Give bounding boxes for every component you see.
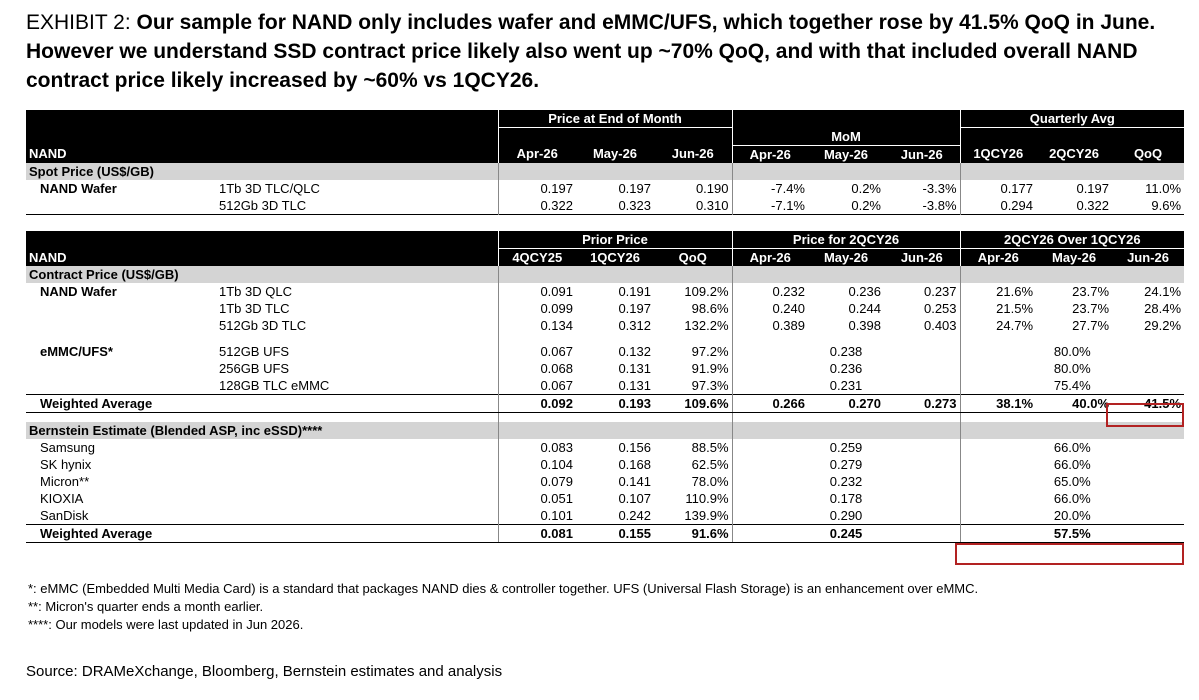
- cell: 21.5%: [960, 300, 1036, 317]
- cell: 0.237: [923, 284, 957, 299]
- row-label: eMMC/UFS*: [40, 344, 113, 359]
- cell: 0.104: [498, 456, 576, 473]
- cell: 65.0%: [960, 473, 1184, 490]
- cell: 91.9%: [691, 361, 729, 376]
- cell: 0.099: [498, 300, 576, 317]
- highlight-box-jun-weighted: [1106, 403, 1184, 427]
- highlight-box-bernstein-weighted: [955, 543, 1184, 565]
- cell: 27.7%: [1072, 318, 1110, 333]
- table-row: [26, 473, 1184, 490]
- cell: 0.2%: [851, 197, 881, 213]
- cell: 24.7%: [960, 317, 1036, 334]
- col-header: May-26: [1036, 249, 1112, 267]
- cell: 0.236: [732, 360, 960, 377]
- cell: 0.107: [618, 491, 651, 506]
- cell: 0.310: [695, 197, 729, 213]
- cell: 66.0%: [960, 490, 1184, 507]
- row-label: SK hynix: [40, 457, 92, 472]
- cell: 0.197: [618, 180, 651, 196]
- cell: 0.190: [695, 180, 729, 196]
- cell: 0.322: [1076, 197, 1110, 213]
- row-spec: 512Gb 3D TLC: [219, 318, 307, 333]
- col-header: May-26: [576, 145, 654, 163]
- cell: 38.1%: [960, 395, 1036, 413]
- col-header: Jun-26: [1112, 249, 1184, 267]
- table-row: [26, 283, 1184, 300]
- cell: 0.178: [732, 490, 960, 507]
- group-price-2qcy26: Price for 2QCY26: [732, 231, 960, 249]
- cell: 0.238: [732, 343, 960, 360]
- cell: 62.5%: [691, 457, 729, 472]
- cell: 109.6%: [654, 395, 732, 413]
- source-line: Source: DRAMeXchange, Bloomberg, Bernstein estimates and analysis: [26, 663, 503, 680]
- spot-price-table: [26, 110, 1184, 215]
- cell: -3.8%: [922, 197, 957, 213]
- cell: 0.079: [498, 473, 576, 490]
- cell: 0.197: [498, 180, 576, 197]
- cell: 0.197: [618, 301, 651, 316]
- cell: 0.245: [732, 525, 960, 543]
- cell: 97.2%: [691, 344, 729, 359]
- cell: 0.403: [923, 318, 957, 333]
- cell: 11.0%: [1145, 180, 1182, 196]
- weighted-average-row: [26, 395, 1184, 413]
- table-row: [26, 490, 1184, 507]
- cell: 0.322: [498, 197, 576, 215]
- cell: 9.6%: [1151, 197, 1182, 213]
- table-row: [26, 377, 1184, 395]
- cell: 0.132: [618, 344, 651, 359]
- col-header: Apr-26: [732, 249, 808, 267]
- col-header: Jun-26: [884, 249, 960, 267]
- col-header: QoQ: [654, 249, 732, 267]
- row-spec: 1Tb 3D TLC: [219, 301, 290, 316]
- table-row: [26, 180, 1184, 197]
- footnote: ****: Our models were last updated in Jun 2026.: [28, 617, 304, 632]
- cell: 0.197: [1076, 180, 1110, 196]
- exhibit-label: EXHIBIT 2:: [26, 11, 131, 34]
- cell: 40.0%: [1036, 395, 1112, 413]
- cell: 0.155: [576, 525, 654, 543]
- col-header: Jun-26: [884, 145, 960, 163]
- cell: 24.1%: [1144, 284, 1182, 299]
- group-mom: MoM: [732, 128, 960, 146]
- cell: 0.244: [848, 301, 882, 316]
- cell: 0.240: [732, 300, 808, 317]
- row-label: SanDisk: [40, 508, 89, 523]
- cell: 0.081: [498, 525, 576, 543]
- cell: 21.6%: [960, 283, 1036, 300]
- group-prior-price: Prior Price: [498, 231, 732, 249]
- cell: 88.5%: [691, 440, 729, 455]
- section-contract-price: Contract Price (US$/GB): [26, 266, 498, 283]
- col-header: May-26: [808, 249, 884, 267]
- exhibit-title: [26, 8, 1186, 95]
- table-row: [26, 343, 1184, 360]
- row-spec: 1Tb 3D QLC: [219, 284, 292, 299]
- cell: 0.270: [808, 395, 884, 413]
- cell: 0.273: [884, 395, 960, 413]
- cell: 66.0%: [960, 456, 1184, 473]
- row-label: Micron**: [40, 474, 90, 489]
- row-label: Samsung: [40, 440, 95, 455]
- section-bernstein-estimate: Bernstein Estimate (Blended ASP, inc eSSD)****: [26, 422, 498, 439]
- cell: 0.2%: [851, 180, 881, 196]
- cell: 0.131: [618, 378, 651, 393]
- row-spec: 128GB TLC eMMC: [219, 378, 330, 393]
- cell: 109.2%: [684, 284, 729, 299]
- col-header: May-26: [808, 145, 884, 163]
- highlighted-cell: 41.5%: [1112, 395, 1184, 413]
- col-header: 2QCY26: [1036, 145, 1112, 163]
- col-header: Jun-26: [654, 145, 732, 163]
- cell: 0.067: [498, 343, 576, 360]
- cell: 0.156: [618, 440, 651, 455]
- cell: 0.067: [498, 377, 576, 395]
- row-label: Weighted Average: [26, 395, 216, 413]
- group-price-end-of-month: Price at End of Month: [498, 110, 732, 128]
- header-nand: NAND: [26, 249, 216, 267]
- cell: -7.4%: [732, 180, 808, 197]
- table-row: [26, 300, 1184, 317]
- cell: 0.231: [732, 377, 960, 395]
- table-row: [26, 197, 1184, 215]
- cell: 0.279: [732, 456, 960, 473]
- cell: 0.134: [498, 317, 576, 334]
- row-label: Weighted Average: [26, 525, 216, 543]
- cell: 0.191: [618, 284, 651, 299]
- cell: 75.4%: [960, 377, 1184, 395]
- exhibit-headline: Our sample for NAND only includes wafer and eMMC/UFS, which together rose by 41.5% QoQ in June. However we understand SSD contract price likely also went up ~70% QoQ, and with that included overall NAND contract price likely increased by ~60% vs 1QCY26.: [26, 11, 1156, 92]
- row-label: NAND Wafer: [40, 284, 117, 299]
- cell: 28.4%: [1144, 301, 1182, 316]
- col-header: Apr-26: [960, 249, 1036, 267]
- col-header: QoQ: [1112, 145, 1184, 163]
- row-spec: 512GB UFS: [219, 344, 290, 359]
- row-spec: 512Gb 3D TLC: [219, 197, 307, 213]
- cell: 66.0%: [960, 439, 1184, 456]
- group-2qcy26-over-1qcy26: 2QCY26 Over 1QCY26: [960, 231, 1184, 249]
- cell: 98.6%: [691, 301, 729, 316]
- cell: 0.091: [498, 283, 576, 300]
- highlighted-cell: 57.5%: [960, 525, 1184, 543]
- col-header: 1QCY26: [576, 249, 654, 267]
- cell: 0.312: [618, 318, 651, 333]
- cell: 78.0%: [691, 474, 729, 489]
- cell: 29.2%: [1144, 318, 1182, 333]
- cell: 0.323: [618, 197, 651, 213]
- cell: 91.6%: [654, 525, 732, 543]
- cell: 0.290: [732, 507, 960, 525]
- cell: 0.051: [498, 490, 576, 507]
- cell: 110.9%: [685, 491, 729, 506]
- row-label: NAND Wafer: [40, 180, 117, 196]
- cell: -7.1%: [732, 197, 808, 215]
- cell: 0.232: [732, 283, 808, 300]
- cell: -3.3%: [922, 180, 957, 196]
- cell: 0.389: [732, 317, 808, 334]
- col-header: Apr-26: [732, 145, 808, 163]
- cell: 0.083: [498, 439, 576, 456]
- cell: 0.259: [732, 439, 960, 456]
- footnote: *: eMMC (Embedded Multi Media Card) is a standard that packages NAND dies & controller together. UFS (Universal Flash Storage) is an enhancement over eMMC.: [28, 581, 979, 596]
- footnotes: [28, 580, 978, 634]
- cell: 0.141: [618, 474, 651, 489]
- cell: 20.0%: [960, 507, 1184, 525]
- cell: 0.193: [576, 395, 654, 413]
- cell: 23.7%: [1072, 284, 1110, 299]
- cell: 0.232: [732, 473, 960, 490]
- cell: 0.068: [498, 360, 576, 377]
- weighted-average-row: [26, 525, 1184, 543]
- cell: 80.0%: [960, 343, 1184, 360]
- row-spec: 256GB UFS: [219, 361, 290, 376]
- footnote: **: Micron's quarter ends a month earlier.: [28, 599, 264, 614]
- table-row: [26, 456, 1184, 473]
- cell: 97.3%: [691, 378, 729, 393]
- col-header: Apr-26: [498, 145, 576, 163]
- cell: 0.168: [618, 457, 651, 472]
- row-label: KIOXIA: [40, 491, 84, 506]
- table-row: [26, 507, 1184, 525]
- row-spec: 1Tb 3D TLC/QLC: [219, 180, 320, 196]
- cell: 132.2%: [684, 318, 729, 333]
- cell: 0.398: [848, 318, 882, 333]
- table-row: [26, 317, 1184, 334]
- cell: 23.7%: [1072, 301, 1110, 316]
- cell: 0.131: [618, 361, 651, 376]
- group-quarterly-avg: Quarterly Avg: [960, 110, 1184, 128]
- contract-price-table: [26, 231, 1184, 543]
- section-spot-price: Spot Price (US$/GB): [26, 163, 498, 180]
- cell: 0.253: [923, 301, 957, 316]
- col-header: 1QCY26: [960, 145, 1036, 163]
- cell: 0.092: [498, 395, 576, 413]
- header-nand: NAND: [26, 145, 216, 163]
- cell: 0.101: [498, 507, 576, 525]
- col-header: 4QCY25: [498, 249, 576, 267]
- cell: 139.9%: [684, 508, 729, 523]
- cell: 0.242: [618, 508, 651, 523]
- cell: 0.266: [732, 395, 808, 413]
- table-row: [26, 439, 1184, 456]
- cell: 0.294: [960, 197, 1036, 215]
- cell: 0.236: [848, 284, 882, 299]
- cell: 0.177: [960, 180, 1036, 197]
- cell: 80.0%: [960, 360, 1184, 377]
- table-row: [26, 360, 1184, 377]
